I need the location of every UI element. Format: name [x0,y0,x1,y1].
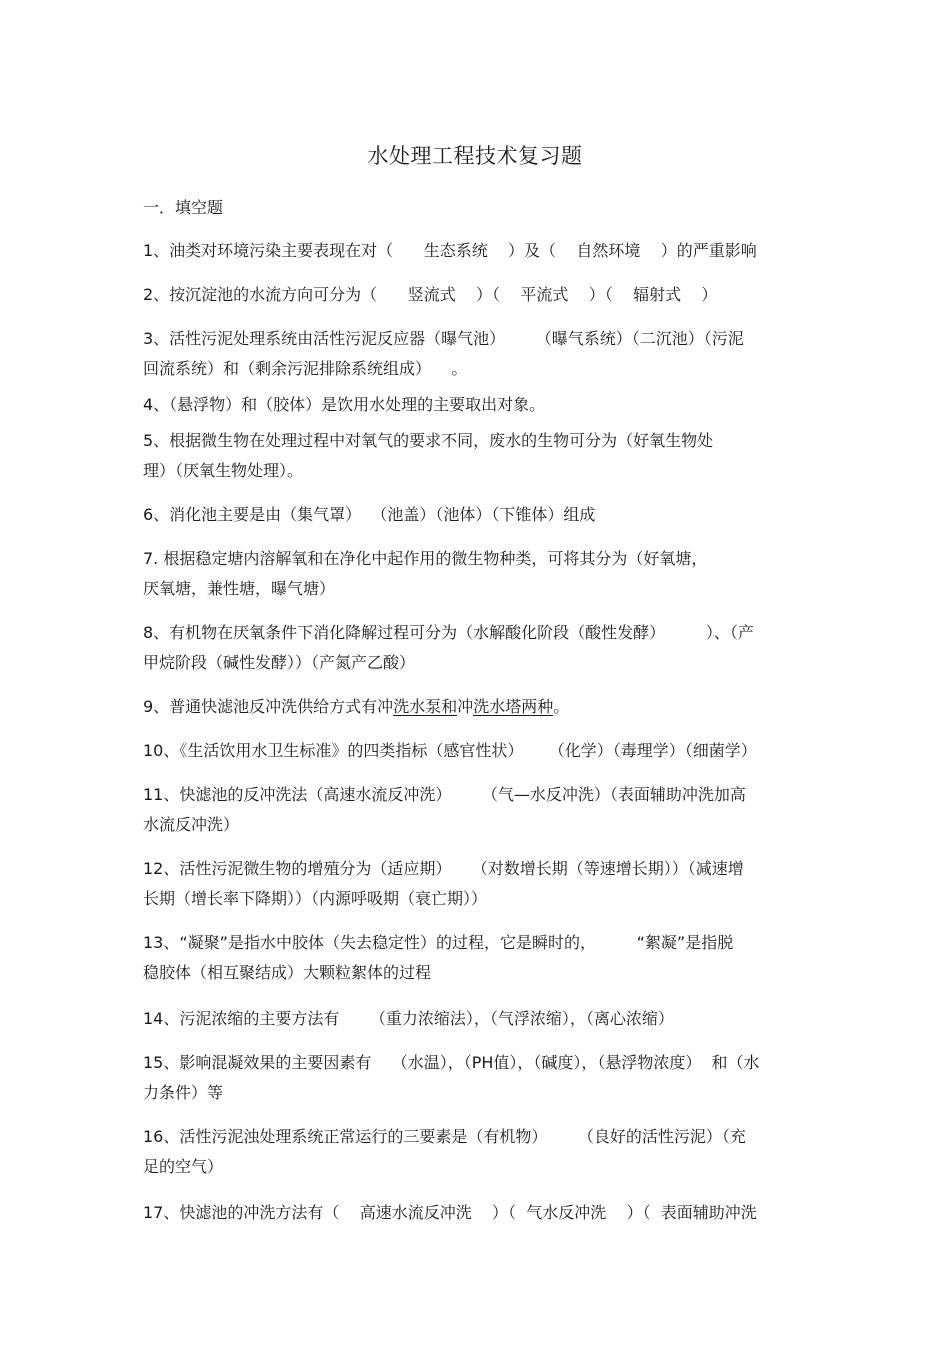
page-title: 水处理工程技术复习题 [367,144,583,168]
question-8 [143,618,823,678]
question-line: 8、有机物在厌氧条件下消化降解过程可分为（水解酸化阶段（酸性发酵） ）、（产 [143,623,754,642]
question-line: 12、活性污泥微生物的增殖分为（适应期） （对数增长期（等速增长期））（减速增 [143,859,744,878]
question-line: 16、活性污泥浊处理系统正常运行的三要素是（有机物） （良好的活性污泥）（充 [143,1127,746,1146]
question-line: 2、按沉淀池的水流方向可分为（ 竖流式 ）（ 平流式 ）（ 辐射式 ） [143,285,718,304]
question-line: 水流反冲洗） [143,815,240,834]
question-line: 回流系统）和（剩余污泥排除系统组成） 。 [143,359,468,378]
question-line: 甲烷阶段（碱性发酵））（产氮产乙酸） [143,653,416,672]
question-text: 。 [553,697,570,716]
question-line: 6、消化池主要是由（集气罩） （池盖）（池体）（下锥体）组成 [143,505,596,524]
underlined-text: 洗水塔两种 [473,697,554,716]
question-2 [143,280,823,310]
question-9 [143,692,823,722]
underlined-text: 洗水泵和 [393,697,458,716]
question-4 [143,390,823,420]
question-line: 厌氧塘，兼性塘，曝气塘） [143,579,336,598]
question-line: 14、污泥浓缩的主要方法有 （重力浓缩法），（气浮浓缩），（离心浓缩） [143,1009,674,1028]
question-line: 5、根据微生物在处理过程中对氧气的要求不同，废水的生物可分为（好氧生物处 [143,431,714,450]
question-12 [143,854,823,914]
question-1 [143,236,823,266]
question-line: 稳胶体（相互聚结成）大颗粒絮体的过程 [143,963,432,982]
question-line: 4、（悬浮物）和（胶体）是饮用水处理的主要取出对象。 [143,395,546,414]
question-11 [143,780,823,840]
question-line: 15、影响混凝效果的主要因素有 （水温），（PH值），（碱度），（悬浮物浓度） 和（水 [143,1053,760,1072]
question-3 [143,324,823,384]
question-line: 11、快滤池的反冲洗法（高速水流反冲洗） （气—水反冲洗）（表面辅助冲洗加高 [143,785,746,804]
question-line: 17、快滤池的冲洗方法有（ 高速水流反冲洗 ）（ 气水反冲洗 ）（ 表面辅助冲洗 [143,1203,757,1222]
question-10 [143,736,823,766]
question-5 [143,426,823,486]
question-line: 7. 根据稳定塘内溶解氧和在净化中起作用的微生物种类，可将其分为（好氧塘， [143,549,708,568]
question-line: 力条件）等 [143,1083,224,1102]
question-line: 1、油类对环境污染主要表现在对（ 生态系统 ）及（ 自然环境 ）的严重影响 [143,241,757,260]
section-heading: 一．填空题 [143,198,224,217]
question-13 [143,928,823,988]
question-14 [143,1004,823,1034]
question-line: 理）（厌氧生物处理）。 [143,461,304,480]
question-line: 足的空气） [143,1157,224,1176]
question-line: 10、《生活饮用水卫生标准》的四类指标（感官性状） （化学）（毒理学）（细菌学） [143,741,757,760]
question-text: 9、普通快滤池反冲洗供给方式有冲 [143,697,394,716]
question-15 [143,1048,823,1108]
question-line: 3、活性污泥处理系统由活性污泥反应器（曝气池） （曝气系统）（二沉池）（污泥 [143,329,744,348]
question-text: 冲 [457,697,474,716]
question-17 [143,1198,823,1228]
question-16 [143,1122,823,1182]
question-7 [143,544,823,604]
question-line: 13、“凝聚”是指水中胶体（失去稳定性）的过程，它是瞬时的， “絮凝”是指脱 [143,933,734,952]
question-line: 长期（增长率下降期））（内源呼吸期（衰亡期）） [143,889,488,908]
question-line [143,692,823,722]
question-6 [143,500,823,530]
